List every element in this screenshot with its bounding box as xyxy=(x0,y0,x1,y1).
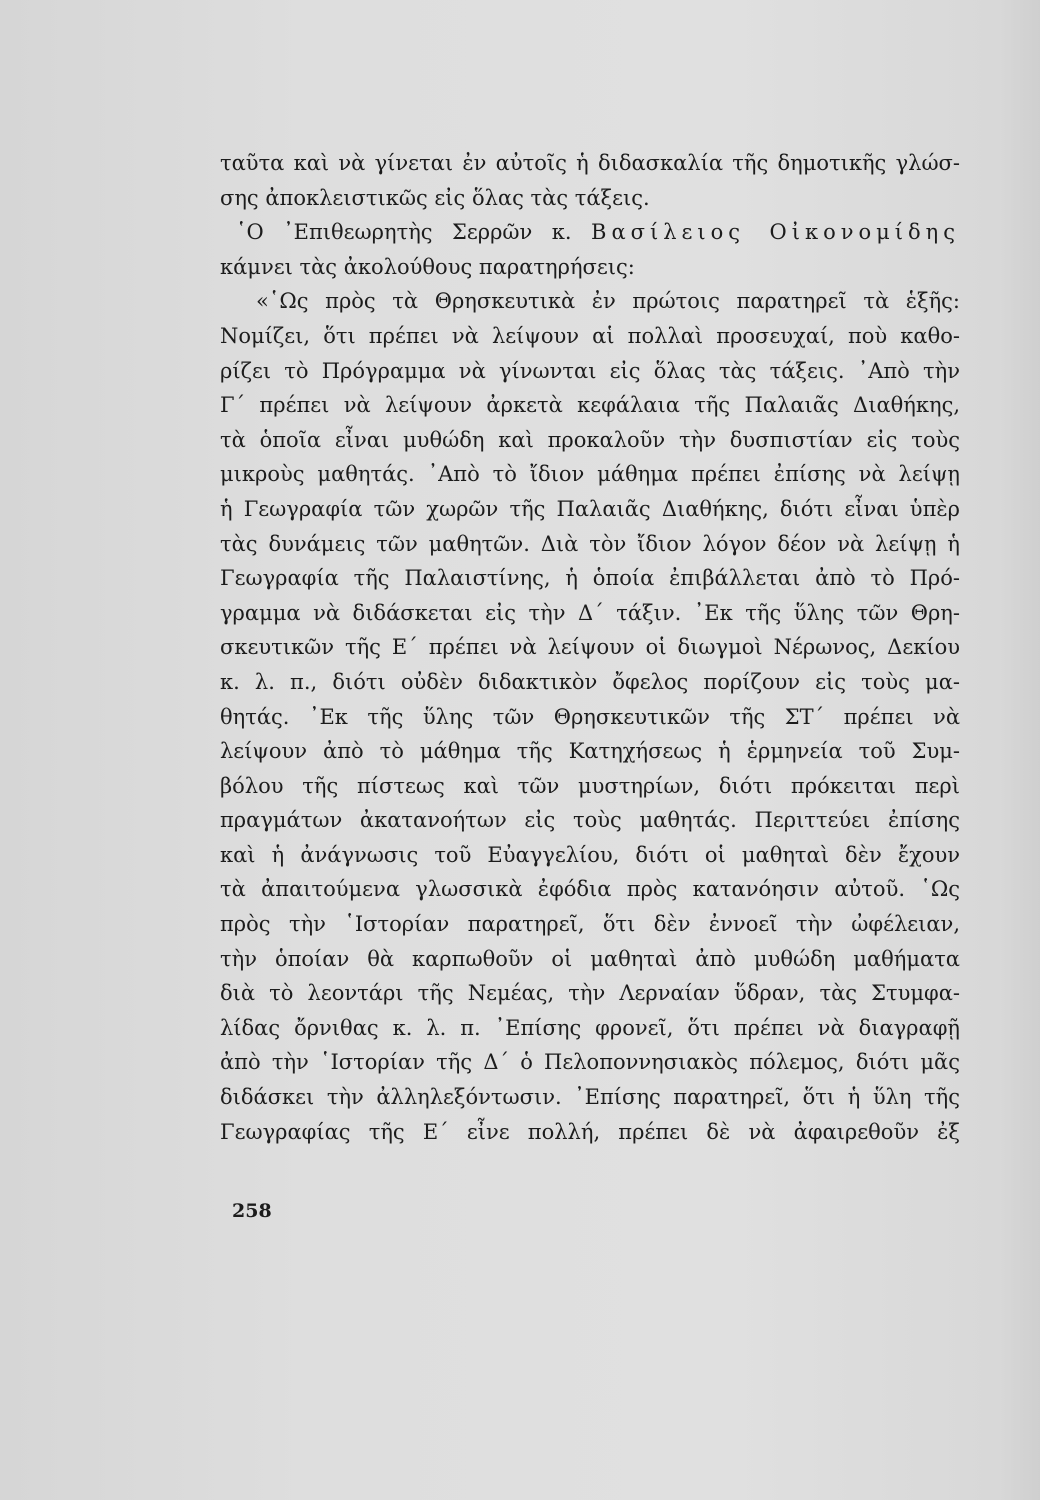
text-line: Νομίζει, ὅτι πρέπει νὰ λείψουν αἱ πολλαὶ προσευχαί, ποὺ καθο- xyxy=(220,323,960,348)
text-line: Γεωγραφίας τῆς Ε΄ εἶνε πολλή, πρέπει δὲ νὰ ἀφαιρεθοῦν ἐξ xyxy=(220,1119,960,1144)
text-line: πρὸς τὴν ῾Ιστορίαν παρατηρεῖ, ὅτι δὲν ἐννοεῖ τὴν ὠφέλειαν, xyxy=(220,912,960,937)
text-line: «῾Ως πρὸς τὰ Θρησκευτικὰ ἐν πρώτοις παρατηρεῖ τὰ ἑξῆς: xyxy=(256,289,960,314)
text-line: ταῦτα καὶ νὰ γίνεται ἐν αὐτοῖς ἡ διδασκαλία τῆς δημοτικῆς γλώσ- xyxy=(220,151,960,175)
text-line: λίδας ὄρνιθας κ. λ. π. ᾿Επίσης φρονεῖ, ὅτι πρέπει νὰ διαγραφῇ xyxy=(220,1015,960,1040)
text-line: διδάσκει τὴν ἀλληλεξόντωσιν. ᾿Επίσης παρατηρεῖ, ὅτι ἡ ὕλη τῆς xyxy=(220,1085,960,1110)
text-line: λείψουν ἀπὸ τὸ μάθημα τῆς Κατηχήσεως ἡ ἑρμηνεία τοῦ Συμ- xyxy=(220,739,960,764)
text-line: κ. λ. π., διότι οὐδὲν διδακτικὸν ὄφελος πορίζουν εἰς τοὺς μα- xyxy=(220,669,960,694)
text-line: τὰ ἀπαιτούμενα γλωσσικὰ ἐφόδια πρὸς κατανόησιν αὐτοῦ. ῾Ως xyxy=(220,877,960,902)
text-line: τὴν ὁποίαν θὰ καρπωθοῦν οἱ μαθηταὶ ἀπὸ μυθώδη μαθήματα xyxy=(220,946,960,971)
text-line: θητάς. ᾿Εκ τῆς ὕλης τῶν Θρησκευτικῶν τῆς ΣΤ΄ πρέπει νὰ xyxy=(220,704,960,729)
text-line: τὰς δυνάμεις τῶν μαθητῶν. Διὰ τὸν ἴδιον λόγον δέον νὰ λείψῃ ἡ xyxy=(220,531,960,556)
text-line: διὰ τὸ λεοντάρι τῆς Νεμέας, τὴν Λερναίαν ὕδραν, τὰς Στυμφα- xyxy=(220,981,960,1006)
text-line: ἀπὸ τὴν ῾Ιστορίαν τῆς Δ΄ ὁ Πελοποννησιακὸς πόλεμος, διότι μᾶς xyxy=(220,1050,960,1075)
text-line-inspector xyxy=(220,215,960,250)
text-line: κάμνει τὰς ἀκολούθους παρατηρήσεις: xyxy=(220,254,635,279)
page-number: 258 xyxy=(232,1200,272,1222)
text-line: καὶ ἡ ἀνάγνωσις τοῦ Εὐαγγελίου, διότι οἱ μαθηταὶ δὲν ἔχουν xyxy=(220,842,960,867)
text-line: τὰ ὁποῖα εἶναι μυθώδη καὶ προκαλοῦν τὴν δυσπιστίαν εἰς τοὺς xyxy=(220,427,960,452)
text-line: σης ἀποκλειστικῶς εἰς ὅλας τὰς τάξεις. xyxy=(220,185,650,210)
text-line: Γ΄ πρέπει νὰ λείψουν ἀρκετὰ κεφάλαια τῆς Παλαιᾶς Διαθήκης, xyxy=(220,393,960,418)
inspector-title: ῾Ο ᾿Επιθεωρητὴς Σερρῶν κ. xyxy=(236,220,572,245)
inspector-name: Βασίλειος Οἰκονομίδης xyxy=(591,220,960,245)
text-line: μικροὺς μαθητάς. ᾿Απὸ τὸ ἴδιον μάθημα πρέπει ἐπίσης νὰ λείψῃ xyxy=(220,462,960,487)
text-line: πραγμάτων ἀκατανοήτων εἰς τοὺς μαθητάς. Περιττεύει ἐπίσης xyxy=(220,808,960,833)
body-text xyxy=(220,146,960,1149)
text-line: ρίζει τὸ Πρόγραμμα νὰ γίνωνται εἰς ὅλας τὰς τάξεις. ᾿Απὸ τὴν xyxy=(220,358,960,383)
text-line: ἡ Γεωγραφία τῶν χωρῶν τῆς Παλαιᾶς Διαθήκης, διότι εἶναι ὑπὲρ xyxy=(220,496,960,521)
text-line: Γεωγραφία τῆς Παλαιστίνης, ἡ ὁποία ἐπιβάλλεται ἀπὸ τὸ Πρό- xyxy=(220,566,960,591)
text-line: βόλου τῆς πίστεως καὶ τῶν μυστηρίων, διότι πρόκειται περὶ xyxy=(220,773,960,798)
text-line: γραμμα νὰ διδάσκεται εἰς τὴν Δ΄ τάξιν. ᾿Εκ τῆς ὕλης τῶν Θρη- xyxy=(220,600,960,625)
text-line: σκευτικῶν τῆς Ε΄ πρέπει νὰ λείψουν οἱ διωγμοὶ Νέρωνος, Δεκίου xyxy=(220,635,960,660)
